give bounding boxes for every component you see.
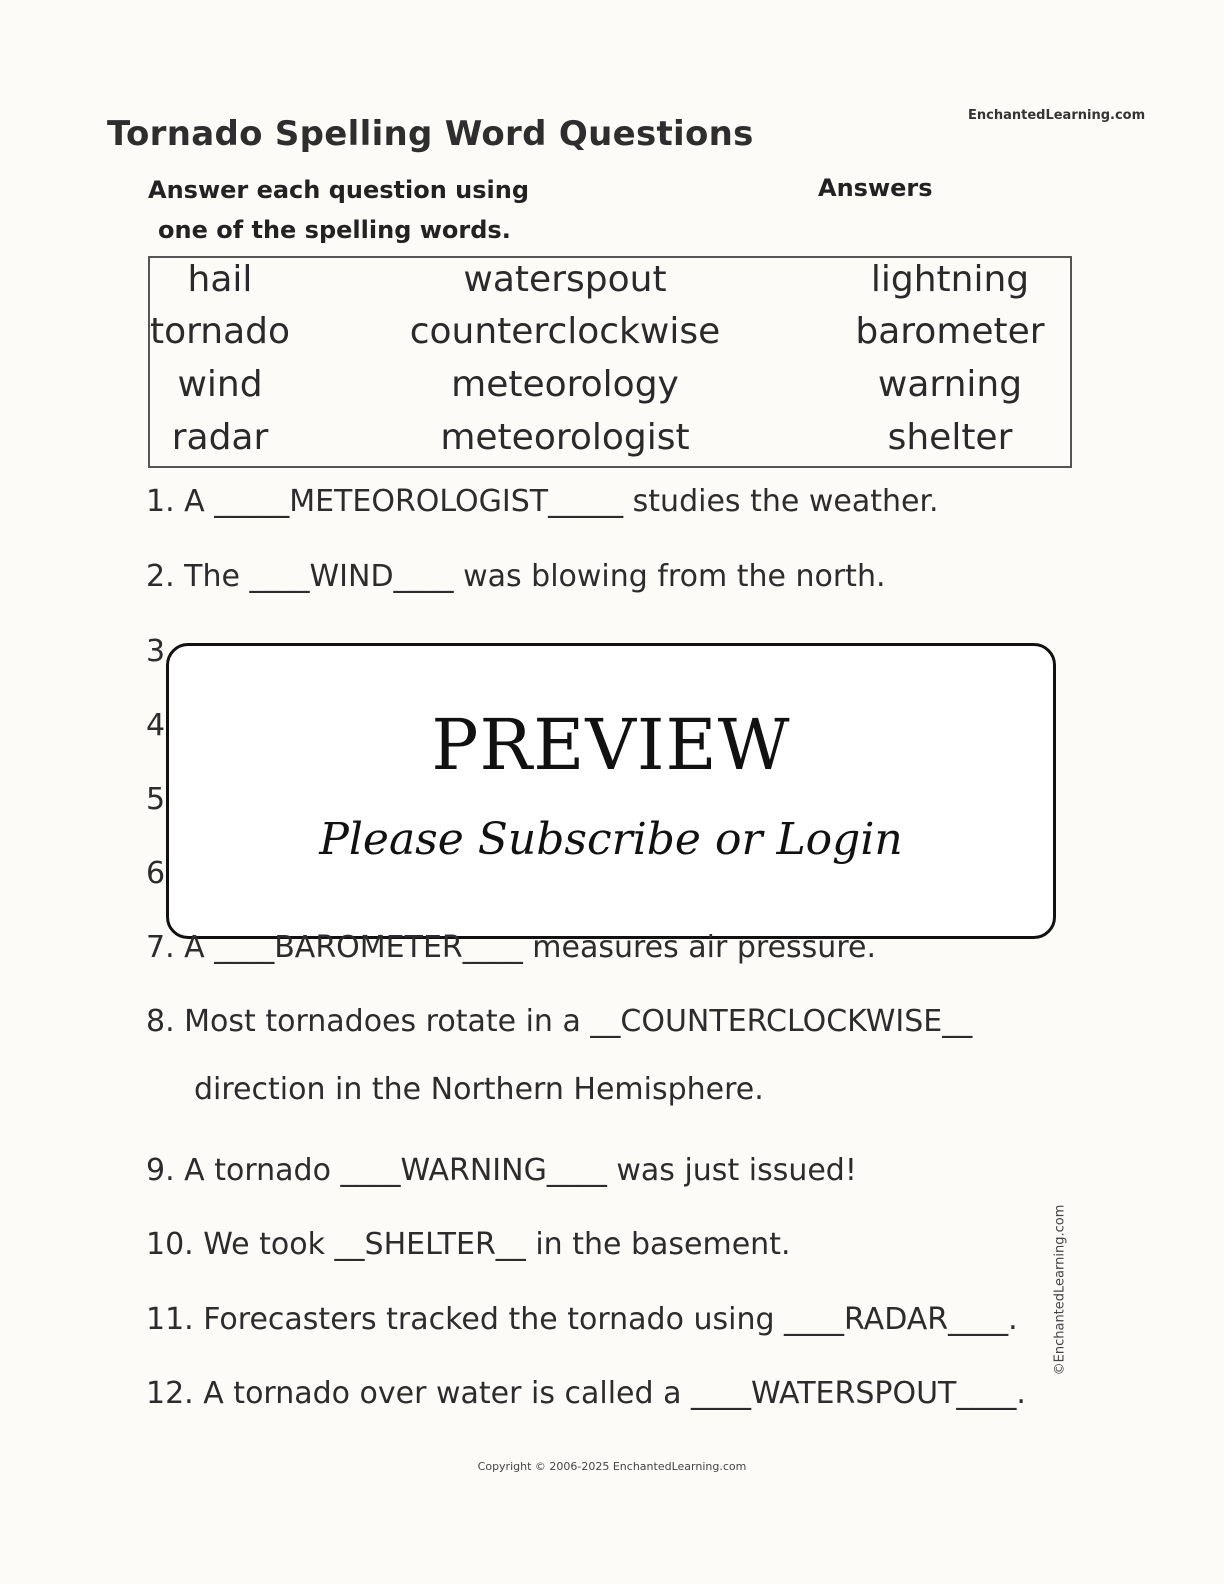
word-bank-word: counterclockwise bbox=[409, 311, 721, 352]
question-12: 12. A tornado over water is called a ____WATERSPOUT____. bbox=[146, 1376, 1026, 1411]
side-copyright: ©EnchantedLearning.com bbox=[1052, 1204, 1068, 1376]
question-1: 1. A _____METEOROLOGIST_____ studies the weather. bbox=[146, 484, 939, 519]
question-8-line-2: direction in the Northern Hemisphere. bbox=[194, 1072, 764, 1107]
question-4-number: 4 bbox=[146, 708, 166, 743]
page-title: Tornado Spelling Word Questions bbox=[107, 114, 754, 154]
word-bank-word: waterspout bbox=[463, 259, 667, 300]
question-6-number: 6 bbox=[146, 856, 166, 891]
question-3-number: 3 bbox=[146, 634, 166, 669]
word-bank bbox=[148, 256, 1072, 468]
word-bank-word: meteorology bbox=[451, 364, 679, 405]
site-brand: EnchantedLearning.com bbox=[968, 108, 1146, 123]
instructions-line-2: one of the spelling words. bbox=[158, 216, 511, 244]
subscribe-login-prompt[interactable]: Please Subscribe or Login bbox=[319, 814, 903, 865]
word-bank-word: lightning bbox=[870, 259, 1030, 300]
preview-overlay[interactable] bbox=[166, 643, 1056, 939]
instructions-line-1: Answer each question using bbox=[148, 176, 530, 204]
question-7: 7. A ____BAROMETER____ measures air pressure. bbox=[146, 930, 876, 965]
question-8-line-1: 8. Most tornadoes rotate in a __COUNTERCLOCKWISE__ bbox=[146, 1004, 973, 1039]
question-10: 10. We took __SHELTER__ in the basement. bbox=[146, 1227, 791, 1262]
preview-title: PREVIEW bbox=[431, 704, 791, 786]
word-bank-word: warning bbox=[877, 364, 1023, 405]
question-5-number: 5 bbox=[146, 782, 166, 817]
question-9: 9. A tornado ____WARNING____ was just issued! bbox=[146, 1153, 857, 1188]
word-bank-word: radar bbox=[171, 417, 269, 458]
word-bank-word: barometer bbox=[855, 311, 1045, 352]
word-bank-word: hail bbox=[187, 259, 253, 300]
word-bank-word: tornado bbox=[149, 311, 291, 352]
word-bank-word: shelter bbox=[887, 417, 1013, 458]
question-2: 2. The ____WIND____ was blowing from the north. bbox=[146, 559, 886, 594]
word-bank-word: wind bbox=[177, 364, 263, 405]
answers-heading: Answers bbox=[818, 174, 933, 202]
word-bank-word: meteorologist bbox=[440, 417, 690, 458]
footer-copyright: Copyright © 2006-2025 EnchantedLearning.com bbox=[477, 1460, 747, 1473]
question-11: 11. Forecasters tracked the tornado using ____RADAR____. bbox=[146, 1302, 1018, 1337]
